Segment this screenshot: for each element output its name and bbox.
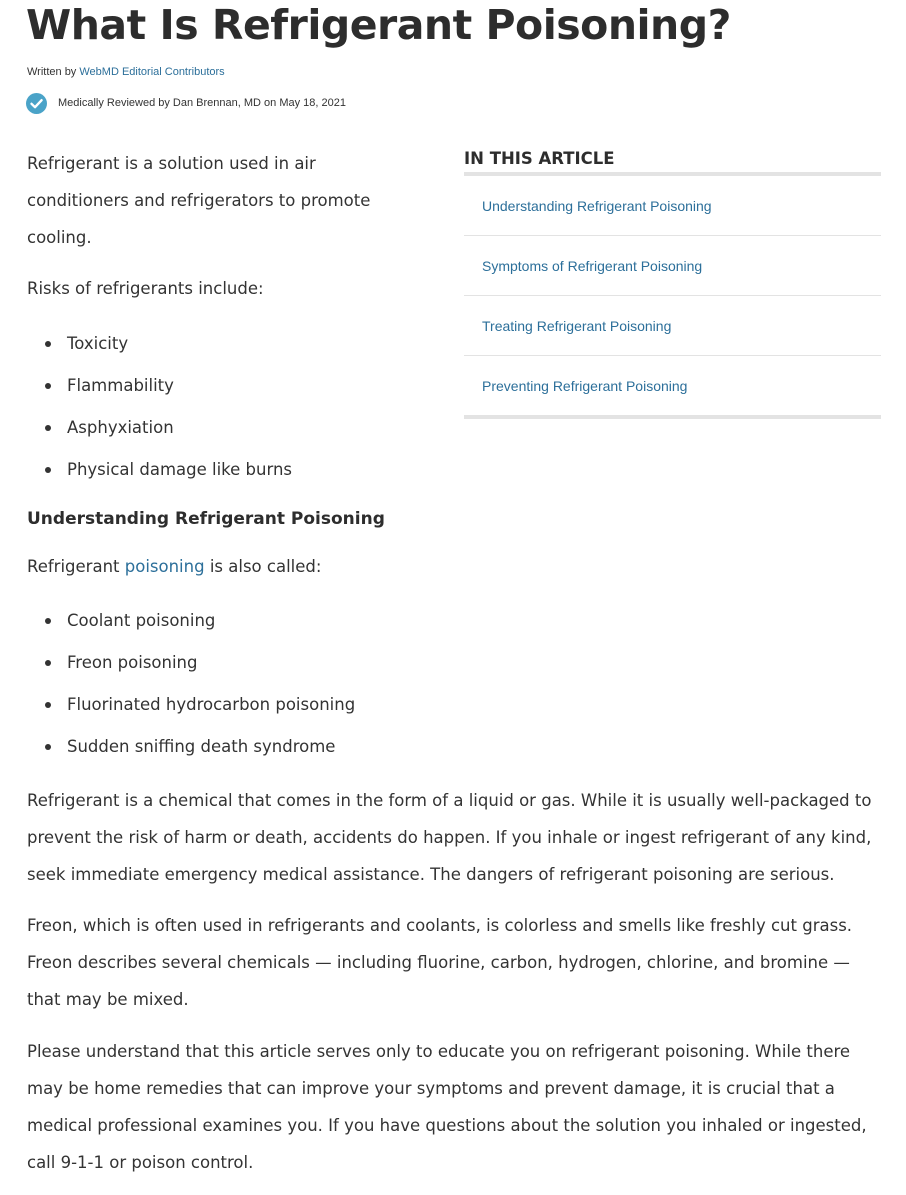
paragraph-freon: Freon, which is often used in refrigerants and coolants, is colorless and smells like freshly cut grass. Freon describes several chemicals — including fluorine, carbon, hydrogen, chlorine, and bromine — that may be mixed. xyxy=(27,916,853,1009)
author-link[interactable]: WebMD Editorial Contributors xyxy=(79,66,225,78)
toc-list xyxy=(464,176,881,419)
list-item: Freon poisoning xyxy=(27,648,355,690)
paragraph-disclaimer: Please understand that this article serves only to educate you on refrigerant poisoning. While there may be home remedies that can improve your symptoms and prevent damage, it is crucial that a medical professional examines you. If you have questions about the solution you inhaled or ingested, call 9-1-1 or poison control. xyxy=(27,1042,867,1172)
also-called-text: Refrigerant xyxy=(27,557,125,576)
also-called-text-end: is also called: xyxy=(204,557,322,576)
risks-intro: Risks of refrigerants include: xyxy=(27,279,264,298)
toc-item xyxy=(464,356,881,419)
medical-review xyxy=(26,92,346,114)
article-title: What Is Refrigerant Poisoning? xyxy=(26,1,731,49)
intro-paragraph: Refrigerant is a solution used in air conditioners and refrigerators to promote cooling. xyxy=(27,154,371,247)
list-item: Fluorinated hydrocarbon poisoning xyxy=(27,690,355,732)
list-item: Asphyxiation xyxy=(27,413,292,455)
toc-item xyxy=(464,236,881,296)
list-item: Toxicity xyxy=(27,329,292,371)
list-item: Sudden sniffing death syndrome xyxy=(27,732,355,774)
toc-item xyxy=(464,176,881,236)
toc-item xyxy=(464,296,881,356)
also-called-paragraph xyxy=(27,548,427,585)
toc-link-symptoms[interactable]: Symptoms of Refrigerant Poisoning xyxy=(482,257,703,274)
toc-link-preventing[interactable]: Preventing Refrigerant Poisoning xyxy=(482,377,688,394)
list-item: Flammability xyxy=(27,371,292,413)
list-item: Physical damage like burns xyxy=(27,455,292,497)
check-circle-icon xyxy=(26,93,47,114)
toc-link-treating[interactable]: Treating Refrigerant Poisoning xyxy=(482,317,672,334)
toc-link-understanding[interactable]: Understanding Refrigerant Poisoning xyxy=(482,197,712,214)
risks-list xyxy=(27,329,292,497)
aliases-list xyxy=(27,606,355,774)
list-item: Coolant poisoning xyxy=(27,606,355,648)
toc-heading: IN THIS ARTICLE xyxy=(464,146,881,176)
byline-prefix: Written by xyxy=(27,66,77,78)
review-text: Medically Reviewed by Dan Brennan, MD on May 18, 2021 xyxy=(58,97,346,109)
byline xyxy=(27,66,225,78)
poisoning-link[interactable]: poisoning xyxy=(124,557,205,576)
paragraph-refrigerant-chemical: Refrigerant is a chemical that comes in the form of a liquid or gas. While it is usually well-packaged to prevent the risk of harm or death, accidents do happen. If you inhale or ingest refrigerant of any kind, seek immediate emergency medical assistance. The dangers of refrigerant poisoning are serious. xyxy=(27,791,872,884)
section-heading: Understanding Refrigerant Poisoning xyxy=(27,509,385,529)
table-of-contents xyxy=(464,146,881,419)
